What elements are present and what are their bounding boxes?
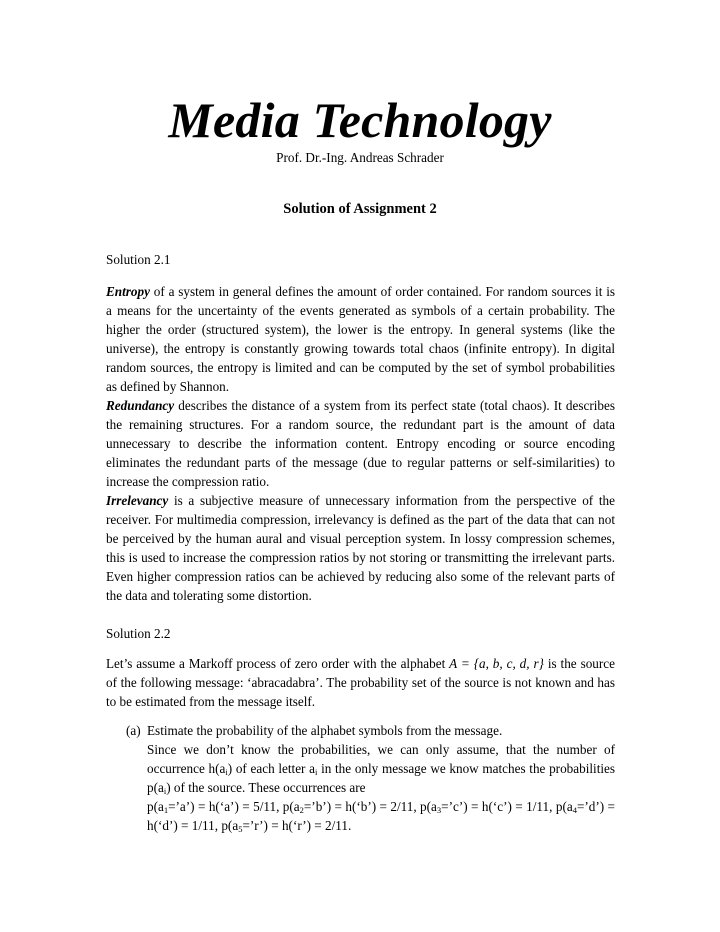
irrelevancy-text: is a subjective measure of unnecessary information from the perspective of the receiver. For multimedia compression, irrelevancy is defined as the part of the data that can not be perceived by the human aural and visual perception system. In lossy compression schemes, this is used to increase the compression ratios by not storing or transmitting the irrelevant parts. Even higher compression ratios can be achieved by reducing also some of the relevant parts of the data and tolerating some distortion. <box>106 493 615 603</box>
alphabet-set: A = {a, b, c, d, r} <box>449 656 544 671</box>
subscript: 1 <box>163 805 169 815</box>
term-entropy: Entropy <box>106 284 150 299</box>
prob-part: p(a <box>147 799 164 814</box>
item-a-question: Estimate the probability of the alphabet symbols from the message. <box>147 723 503 738</box>
prob-part: =’d’) = h(‘d’) = 1/11, p(a <box>147 799 615 833</box>
intro-text-a: Let’s assume a Markoff process of zero order with the alphabet <box>106 656 450 671</box>
paragraph-irrelevancy <box>106 491 615 605</box>
paragraph-entropy <box>106 282 615 396</box>
explanation-part: in the only message we know matches the probabilities p(a <box>147 761 616 795</box>
paragraph-redundancy <box>106 396 615 491</box>
paragraph-markoff-intro <box>106 654 615 711</box>
author-line: Prof. Dr.-Ing. Andreas Schrader <box>276 150 444 165</box>
list-marker-a: (a) <box>126 723 141 738</box>
explanation-part: Since we don’t know the probabilities, we can only assume, that the number of occurrence h(a <box>147 742 615 776</box>
subscript: i <box>225 767 228 777</box>
prob-part: =’c’) = h(‘c’) = 1/11, <box>441 799 553 814</box>
prob-part: =’r’) = h(‘r’) = 2/11. <box>242 818 352 833</box>
prob-part: =’a’) = h(‘a’) = 5/11, p(a <box>168 799 300 814</box>
assignment-subtitle: Solution of Assignment 2 <box>283 201 437 217</box>
subscript: 3 <box>436 805 442 815</box>
entropy-text: of a system in general defines the amount of order contained. For random sources it is a means for the uncertainty of the events generated as symbols of a certain probability. The higher the order (structured system), the lower is the entropy. In general systems (like the universe), the entropy is constantly growing towards total chaos (infinite entropy). In digital random sources, the entropy is limited and can be computed by the set of symbol probabilities as defined by Shannon. <box>106 284 615 394</box>
section-heading-2-1: Solution 2.1 <box>106 252 171 267</box>
item-a-probabilities <box>147 797 615 835</box>
subscript: 5 <box>238 824 243 834</box>
prob-part: p(a <box>555 799 573 814</box>
explanation-part: ) of the source. These occurrences are <box>166 780 366 795</box>
term-irrelevancy: Irrelevancy <box>106 493 169 508</box>
subscript: i <box>163 786 167 796</box>
list-body-a <box>147 721 615 835</box>
intro-text-b: is the source of the following message: ‘abracadabra’. The probability set of the source is not known and has to be estimated from the message itself. <box>106 656 615 709</box>
explanation-part: ) of each letter a <box>227 761 315 776</box>
subscript: i <box>315 767 318 777</box>
subscript: 4 <box>572 805 577 815</box>
term-redundancy: Redundancy <box>106 398 175 413</box>
prob-part: =’b’) = h(‘b’) = 2/11, p(a <box>303 799 437 814</box>
document-title: Media Technology <box>168 92 552 148</box>
subscript: 2 <box>299 805 304 815</box>
item-a-explanation <box>147 740 615 797</box>
redundancy-text: describes the distance of a system from its perfect state (total chaos). It describes the remaining structures. For a random source, the redundant part is the amount of data unnecessary to describe the information content. Entropy encoding or source encoding eliminates the redundant parts of the message (due to regular patterns or self-similarities) to increase the compression ratio. <box>106 398 615 489</box>
section-heading-2-2: Solution 2.2 <box>106 626 171 641</box>
